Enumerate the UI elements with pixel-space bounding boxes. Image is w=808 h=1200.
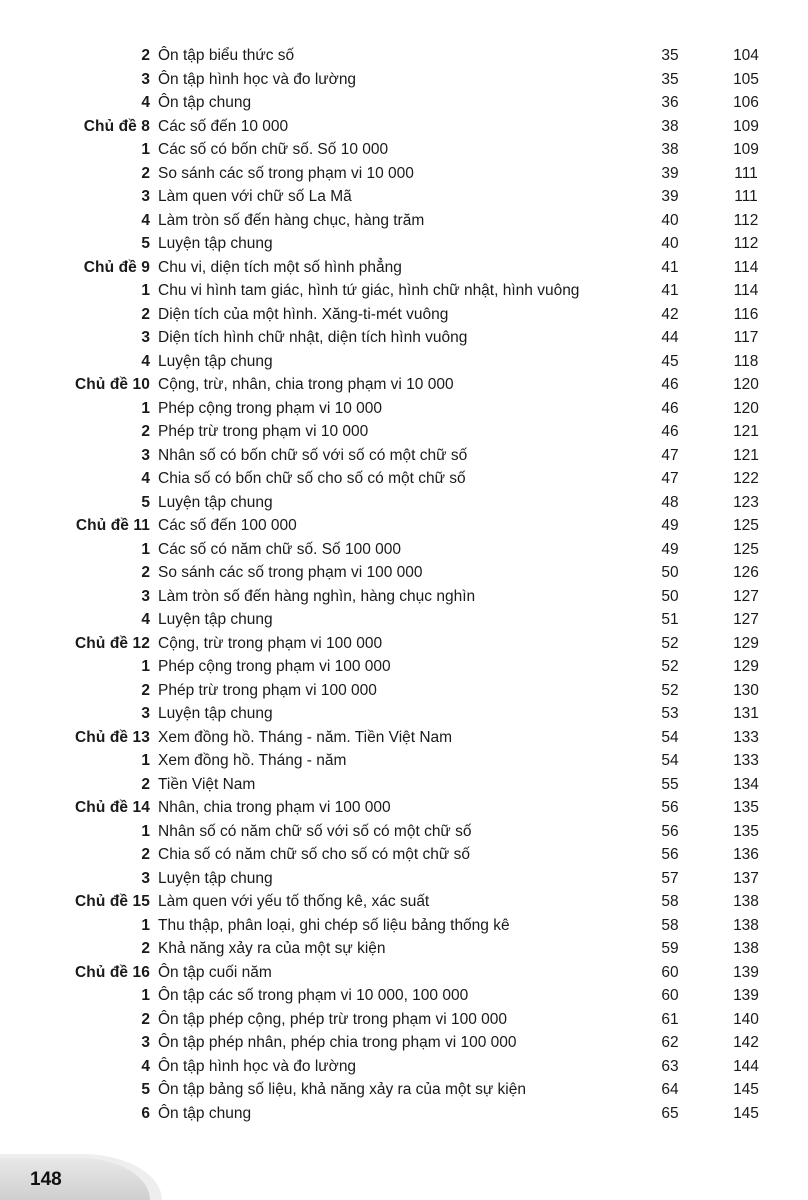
toc-page-volume-2: 120 bbox=[733, 376, 759, 393]
toc-number: Chủ đề 9 bbox=[83, 258, 150, 276]
toc-number: 1 bbox=[141, 282, 150, 299]
toc-page-volume-2: 109 bbox=[733, 141, 759, 158]
toc-page-volume-2: 133 bbox=[733, 752, 759, 769]
toc-lesson-row bbox=[0, 538, 808, 562]
toc-page-volume-2: 138 bbox=[733, 916, 759, 934]
toc-number: 1 bbox=[141, 399, 150, 417]
toc-page-volume-2: 139 bbox=[733, 963, 759, 981]
toc-title: Chia số có năm chữ số cho số có một chữ số bbox=[158, 846, 470, 863]
toc-number: Chủ đề 10 bbox=[75, 376, 150, 393]
toc-page-volume-1: 46 bbox=[661, 423, 679, 440]
toc-title: Luyện tập chung bbox=[158, 869, 273, 887]
toc-title: So sánh các số trong phạm vi 10 000 bbox=[158, 164, 414, 182]
toc-page-volume-1: 35 bbox=[661, 70, 679, 88]
toc-page-volume-1: 57 bbox=[661, 869, 679, 887]
toc-page-volume-2: 138 bbox=[733, 940, 759, 957]
toc-number: 2 bbox=[141, 564, 150, 581]
toc-page-volume-1: 60 bbox=[661, 963, 679, 981]
toc-title: Ôn tập bảng số liệu, khả năng xảy ra của một sự kiện bbox=[158, 1081, 526, 1098]
toc-lesson-row bbox=[0, 749, 808, 773]
toc-title: Thu thập, phân loại, ghi chép số liệu bảng thống kê bbox=[158, 916, 510, 934]
toc-lesson-row bbox=[0, 655, 808, 679]
toc-lesson-row bbox=[0, 1031, 808, 1055]
toc-title: Các số đến 100 000 bbox=[158, 517, 297, 534]
toc-number: 2 bbox=[141, 1010, 150, 1028]
toc-page-volume-2: 140 bbox=[733, 1010, 759, 1028]
toc-lesson-row bbox=[0, 326, 808, 350]
toc-page-volume-2: 109 bbox=[733, 117, 759, 135]
toc-page-volume-2: 135 bbox=[733, 799, 759, 816]
toc-lesson-row bbox=[0, 608, 808, 632]
toc-topic-row bbox=[0, 115, 808, 139]
toc-title: Diện tích hình chữ nhật, diện tích hình vuông bbox=[158, 329, 468, 346]
toc-lesson-row bbox=[0, 843, 808, 867]
toc-page-volume-2: 136 bbox=[733, 846, 759, 863]
toc-page-volume-2: 114 bbox=[733, 282, 759, 299]
toc-number: 4 bbox=[141, 611, 150, 628]
toc-lesson-row bbox=[0, 420, 808, 444]
toc-page-volume-2: 145 bbox=[733, 1081, 759, 1098]
toc-number: 2 bbox=[141, 681, 150, 699]
toc-page-volume-2: 138 bbox=[733, 893, 759, 910]
toc-title: Làm quen với yếu tố thống kê, xác suất bbox=[158, 893, 430, 910]
toc-number: 2 bbox=[141, 775, 150, 793]
toc-lesson-row bbox=[0, 232, 808, 256]
toc-page-volume-1: 49 bbox=[661, 540, 679, 558]
toc-title: Chu vi hình tam giác, hình tứ giác, hình chữ nhật, hình vuông bbox=[158, 282, 580, 299]
toc-page-volume-2: 121 bbox=[733, 423, 759, 440]
toc-number: 1 bbox=[141, 752, 150, 769]
toc-number: 1 bbox=[141, 822, 150, 840]
page-number: 148 bbox=[30, 1169, 62, 1190]
toc-number: Chủ đề 13 bbox=[75, 728, 150, 746]
toc-page-volume-2: 144 bbox=[733, 1057, 759, 1075]
toc-title: Xem đồng hồ. Tháng - năm bbox=[158, 752, 347, 769]
toc-number: 1 bbox=[141, 658, 150, 675]
toc-lesson-row bbox=[0, 984, 808, 1008]
toc-title: Ôn tập hình học và đo lường bbox=[158, 1057, 357, 1075]
toc-lesson-row bbox=[0, 773, 808, 797]
toc-page-volume-1: 40 bbox=[661, 235, 679, 252]
toc-title: Tiền Việt Nam bbox=[158, 775, 256, 793]
toc-page-volume-2: 126 bbox=[733, 564, 759, 581]
toc-page-volume-2: 127 bbox=[733, 587, 759, 605]
toc-title: Làm tròn số đến hàng nghìn, hàng chục nghìn bbox=[158, 587, 476, 605]
toc-title: Phép cộng trong phạm vi 10 000 bbox=[158, 399, 383, 417]
toc-lesson-row bbox=[0, 867, 808, 891]
toc-page-volume-1: 45 bbox=[661, 352, 679, 370]
toc-number: 2 bbox=[141, 305, 150, 323]
toc-lesson-row bbox=[0, 91, 808, 115]
toc-page-volume-2: 129 bbox=[733, 658, 759, 675]
toc-number: 5 bbox=[141, 1081, 150, 1098]
toc-title: Xem đồng hồ. Tháng - năm. Tiền Việt Nam bbox=[158, 728, 453, 746]
toc-lesson-row bbox=[0, 1008, 808, 1032]
toc-page-volume-1: 58 bbox=[661, 893, 679, 910]
toc-page-volume-2: 112 bbox=[733, 235, 759, 252]
toc-page-volume-1: 47 bbox=[661, 446, 679, 464]
toc-page-volume-1: 61 bbox=[661, 1010, 679, 1028]
toc-page-volume-1: 38 bbox=[661, 117, 679, 135]
toc-lesson-row bbox=[0, 350, 808, 374]
toc-lesson-row bbox=[0, 138, 808, 162]
toc-number: 5 bbox=[141, 493, 150, 511]
toc-title: Ôn tập biểu thức số bbox=[158, 47, 295, 64]
toc-title: Cộng, trừ, nhân, chia trong phạm vi 10 000 bbox=[158, 376, 454, 393]
toc-number: 3 bbox=[141, 587, 150, 605]
toc-lesson-row bbox=[0, 397, 808, 421]
toc-title: Ôn tập phép nhân, phép chia trong phạm vi 100 000 bbox=[158, 1034, 517, 1051]
table-of-contents bbox=[0, 44, 808, 1125]
toc-number: 4 bbox=[141, 470, 150, 487]
toc-title: Luyện tập chung bbox=[158, 493, 273, 511]
toc-page-volume-1: 46 bbox=[661, 376, 679, 393]
toc-page-volume-2: 123 bbox=[733, 493, 759, 511]
toc-number: 2 bbox=[141, 47, 150, 64]
toc-page-volume-1: 55 bbox=[661, 775, 679, 793]
toc-title: Khả năng xảy ra của một sự kiện bbox=[158, 940, 386, 957]
toc-page-volume-2: 114 bbox=[733, 258, 759, 276]
toc-page-volume-2: 111 bbox=[734, 164, 758, 182]
toc-number: 3 bbox=[141, 1034, 150, 1051]
toc-number: Chủ đề 12 bbox=[75, 634, 150, 652]
toc-number: Chủ đề 15 bbox=[75, 893, 150, 910]
toc-lesson-row bbox=[0, 303, 808, 327]
toc-number: 5 bbox=[141, 235, 150, 252]
toc-title: Phép cộng trong phạm vi 100 000 bbox=[158, 658, 391, 675]
toc-page-volume-2: 116 bbox=[733, 305, 759, 323]
toc-page-volume-1: 46 bbox=[661, 399, 679, 417]
toc-page-volume-1: 60 bbox=[661, 987, 679, 1004]
toc-number: 2 bbox=[141, 940, 150, 957]
toc-title: Nhân số có năm chữ số với số có một chữ số bbox=[158, 822, 472, 840]
toc-page-volume-1: 51 bbox=[661, 611, 679, 628]
toc-number: Chủ đề 14 bbox=[75, 799, 150, 816]
toc-page-volume-1: 62 bbox=[661, 1034, 679, 1051]
toc-lesson-row bbox=[0, 44, 808, 68]
toc-number: Chủ đề 16 bbox=[75, 963, 150, 981]
toc-number: 2 bbox=[141, 846, 150, 863]
toc-title: Chia số có bốn chữ số cho số có một chữ số bbox=[158, 470, 466, 487]
toc-number: 4 bbox=[141, 211, 150, 229]
toc-number: 1 bbox=[141, 987, 150, 1004]
toc-page-volume-1: 39 bbox=[661, 188, 679, 205]
toc-page-volume-1: 54 bbox=[661, 728, 679, 746]
toc-title: Phép trừ trong phạm vi 10 000 bbox=[158, 423, 369, 440]
toc-page-volume-2: 134 bbox=[733, 775, 759, 793]
toc-number: 2 bbox=[141, 164, 150, 182]
toc-title: Các số có năm chữ số. Số 100 000 bbox=[158, 540, 402, 558]
toc-title: Ôn tập các số trong phạm vi 10 000, 100 000 bbox=[158, 987, 469, 1004]
toc-number: 3 bbox=[141, 869, 150, 887]
toc-page-volume-2: 125 bbox=[733, 517, 759, 534]
toc-title: Các số có bốn chữ số. Số 10 000 bbox=[158, 141, 389, 158]
toc-page-volume-1: 52 bbox=[661, 681, 679, 699]
toc-page-volume-2: 135 bbox=[733, 822, 759, 840]
toc-page-volume-1: 56 bbox=[661, 799, 679, 816]
toc-topic-row bbox=[0, 961, 808, 985]
toc-number: 3 bbox=[141, 188, 150, 205]
toc-page-volume-2: 106 bbox=[733, 94, 759, 111]
toc-page-volume-2: 112 bbox=[733, 211, 759, 229]
toc-number: 4 bbox=[141, 1057, 150, 1075]
toc-lesson-row bbox=[0, 279, 808, 303]
toc-page-volume-1: 50 bbox=[661, 587, 679, 605]
toc-title: Cộng, trừ trong phạm vi 100 000 bbox=[158, 634, 383, 652]
toc-number: 4 bbox=[141, 94, 150, 111]
toc-page-volume-1: 65 bbox=[661, 1104, 679, 1122]
toc-topic-row bbox=[0, 796, 808, 820]
toc-page-volume-2: 118 bbox=[733, 352, 759, 370]
toc-title: Làm quen với chữ số La Mã bbox=[158, 188, 352, 205]
toc-topic-row bbox=[0, 514, 808, 538]
toc-page-volume-1: 53 bbox=[661, 705, 679, 722]
toc-page-volume-1: 40 bbox=[661, 211, 679, 229]
toc-page-volume-1: 52 bbox=[661, 634, 679, 652]
toc-page-volume-1: 41 bbox=[661, 282, 679, 299]
toc-page-volume-1: 56 bbox=[661, 822, 679, 840]
toc-number: 2 bbox=[141, 423, 150, 440]
toc-number: Chủ đề 8 bbox=[83, 117, 150, 135]
toc-lesson-row bbox=[0, 162, 808, 186]
toc-page-volume-2: 104 bbox=[733, 47, 759, 64]
toc-lesson-row bbox=[0, 209, 808, 233]
toc-page-volume-1: 52 bbox=[661, 658, 679, 675]
toc-title: Làm tròn số đến hàng chục, hàng trăm bbox=[158, 211, 425, 229]
toc-title: Ôn tập hình học và đo lường bbox=[158, 70, 357, 88]
toc-topic-row bbox=[0, 632, 808, 656]
toc-title: Ôn tập chung bbox=[158, 94, 252, 111]
toc-lesson-row bbox=[0, 185, 808, 209]
toc-page-volume-2: 117 bbox=[733, 329, 759, 346]
toc-page-volume-1: 58 bbox=[661, 916, 679, 934]
toc-number: 1 bbox=[141, 141, 150, 158]
toc-lesson-row bbox=[0, 679, 808, 703]
toc-number: 3 bbox=[141, 446, 150, 464]
toc-title: Nhân số có bốn chữ số với số có một chữ số bbox=[158, 446, 468, 464]
toc-lesson-row bbox=[0, 1078, 808, 1102]
toc-page-volume-2: 122 bbox=[733, 470, 759, 487]
toc-lesson-row bbox=[0, 1055, 808, 1079]
toc-title: Ôn tập cuối năm bbox=[158, 963, 272, 981]
toc-number: 3 bbox=[141, 329, 150, 346]
toc-title: Diện tích của một hình. Xăng-ti-mét vuông bbox=[158, 305, 449, 323]
toc-page-volume-2: 111 bbox=[734, 188, 758, 205]
toc-page-volume-1: 59 bbox=[661, 940, 679, 957]
toc-number: 1 bbox=[141, 540, 150, 558]
toc-page-volume-1: 49 bbox=[661, 517, 679, 534]
toc-page-volume-1: 56 bbox=[661, 846, 679, 863]
toc-lesson-row bbox=[0, 68, 808, 92]
toc-lesson-row bbox=[0, 1102, 808, 1126]
toc-number: Chủ đề 11 bbox=[75, 517, 150, 534]
toc-lesson-row bbox=[0, 491, 808, 515]
toc-page-volume-2: 129 bbox=[733, 634, 759, 652]
toc-lesson-row bbox=[0, 937, 808, 961]
toc-number: 1 bbox=[141, 916, 150, 934]
toc-page-volume-2: 121 bbox=[733, 446, 759, 464]
toc-page-volume-2: 120 bbox=[733, 399, 759, 417]
toc-page-volume-2: 145 bbox=[733, 1104, 759, 1122]
toc-lesson-row bbox=[0, 820, 808, 844]
toc-page-volume-2: 131 bbox=[733, 705, 759, 722]
toc-title: Chu vi, diện tích một số hình phẳng bbox=[158, 258, 402, 276]
toc-title: So sánh các số trong phạm vi 100 000 bbox=[158, 564, 423, 581]
toc-page-volume-1: 47 bbox=[661, 470, 679, 487]
toc-page-volume-2: 125 bbox=[733, 540, 759, 558]
toc-page-volume-2: 105 bbox=[733, 70, 759, 88]
toc-title: Ôn tập chung bbox=[158, 1104, 252, 1122]
toc-title: Phép trừ trong phạm vi 100 000 bbox=[158, 681, 377, 699]
toc-page-volume-1: 64 bbox=[661, 1081, 679, 1098]
toc-page-volume-1: 48 bbox=[661, 493, 679, 511]
toc-title: Luyện tập chung bbox=[158, 352, 273, 370]
toc-title: Các số đến 10 000 bbox=[158, 117, 289, 135]
toc-topic-row bbox=[0, 256, 808, 280]
toc-page-volume-2: 130 bbox=[733, 681, 759, 699]
toc-page-volume-1: 36 bbox=[661, 94, 679, 111]
toc-page-volume-1: 38 bbox=[661, 141, 679, 158]
toc-page-volume-1: 41 bbox=[661, 258, 679, 276]
toc-title: Nhân, chia trong phạm vi 100 000 bbox=[158, 799, 391, 816]
toc-topic-row bbox=[0, 726, 808, 750]
toc-page-volume-1: 50 bbox=[661, 564, 679, 581]
toc-topic-row bbox=[0, 890, 808, 914]
toc-title: Ôn tập phép cộng, phép trừ trong phạm vi 100 000 bbox=[158, 1010, 508, 1028]
toc-page-volume-2: 127 bbox=[733, 611, 759, 628]
toc-number: 4 bbox=[141, 352, 150, 370]
toc-page-volume-2: 137 bbox=[733, 869, 759, 887]
toc-lesson-row bbox=[0, 585, 808, 609]
toc-page-volume-2: 142 bbox=[733, 1034, 759, 1051]
toc-title: Luyện tập chung bbox=[158, 235, 273, 252]
toc-page-volume-2: 139 bbox=[733, 987, 759, 1004]
toc-lesson-row bbox=[0, 561, 808, 585]
toc-lesson-row bbox=[0, 702, 808, 726]
toc-page-volume-1: 39 bbox=[661, 164, 679, 182]
toc-title: Luyện tập chung bbox=[158, 705, 273, 722]
toc-lesson-row bbox=[0, 444, 808, 468]
toc-lesson-row bbox=[0, 914, 808, 938]
toc-page-volume-1: 54 bbox=[661, 752, 679, 769]
toc-page-volume-1: 63 bbox=[661, 1057, 679, 1075]
toc-number: 3 bbox=[141, 705, 150, 722]
toc-number: 3 bbox=[141, 70, 150, 88]
toc-page-volume-1: 42 bbox=[661, 305, 679, 323]
toc-title: Luyện tập chung bbox=[158, 611, 273, 628]
toc-lesson-row bbox=[0, 467, 808, 491]
toc-page-volume-2: 133 bbox=[733, 728, 759, 746]
toc-number: 6 bbox=[141, 1104, 150, 1122]
toc-page-volume-1: 35 bbox=[661, 47, 679, 64]
toc-topic-row bbox=[0, 373, 808, 397]
toc-page-volume-1: 44 bbox=[661, 329, 679, 346]
